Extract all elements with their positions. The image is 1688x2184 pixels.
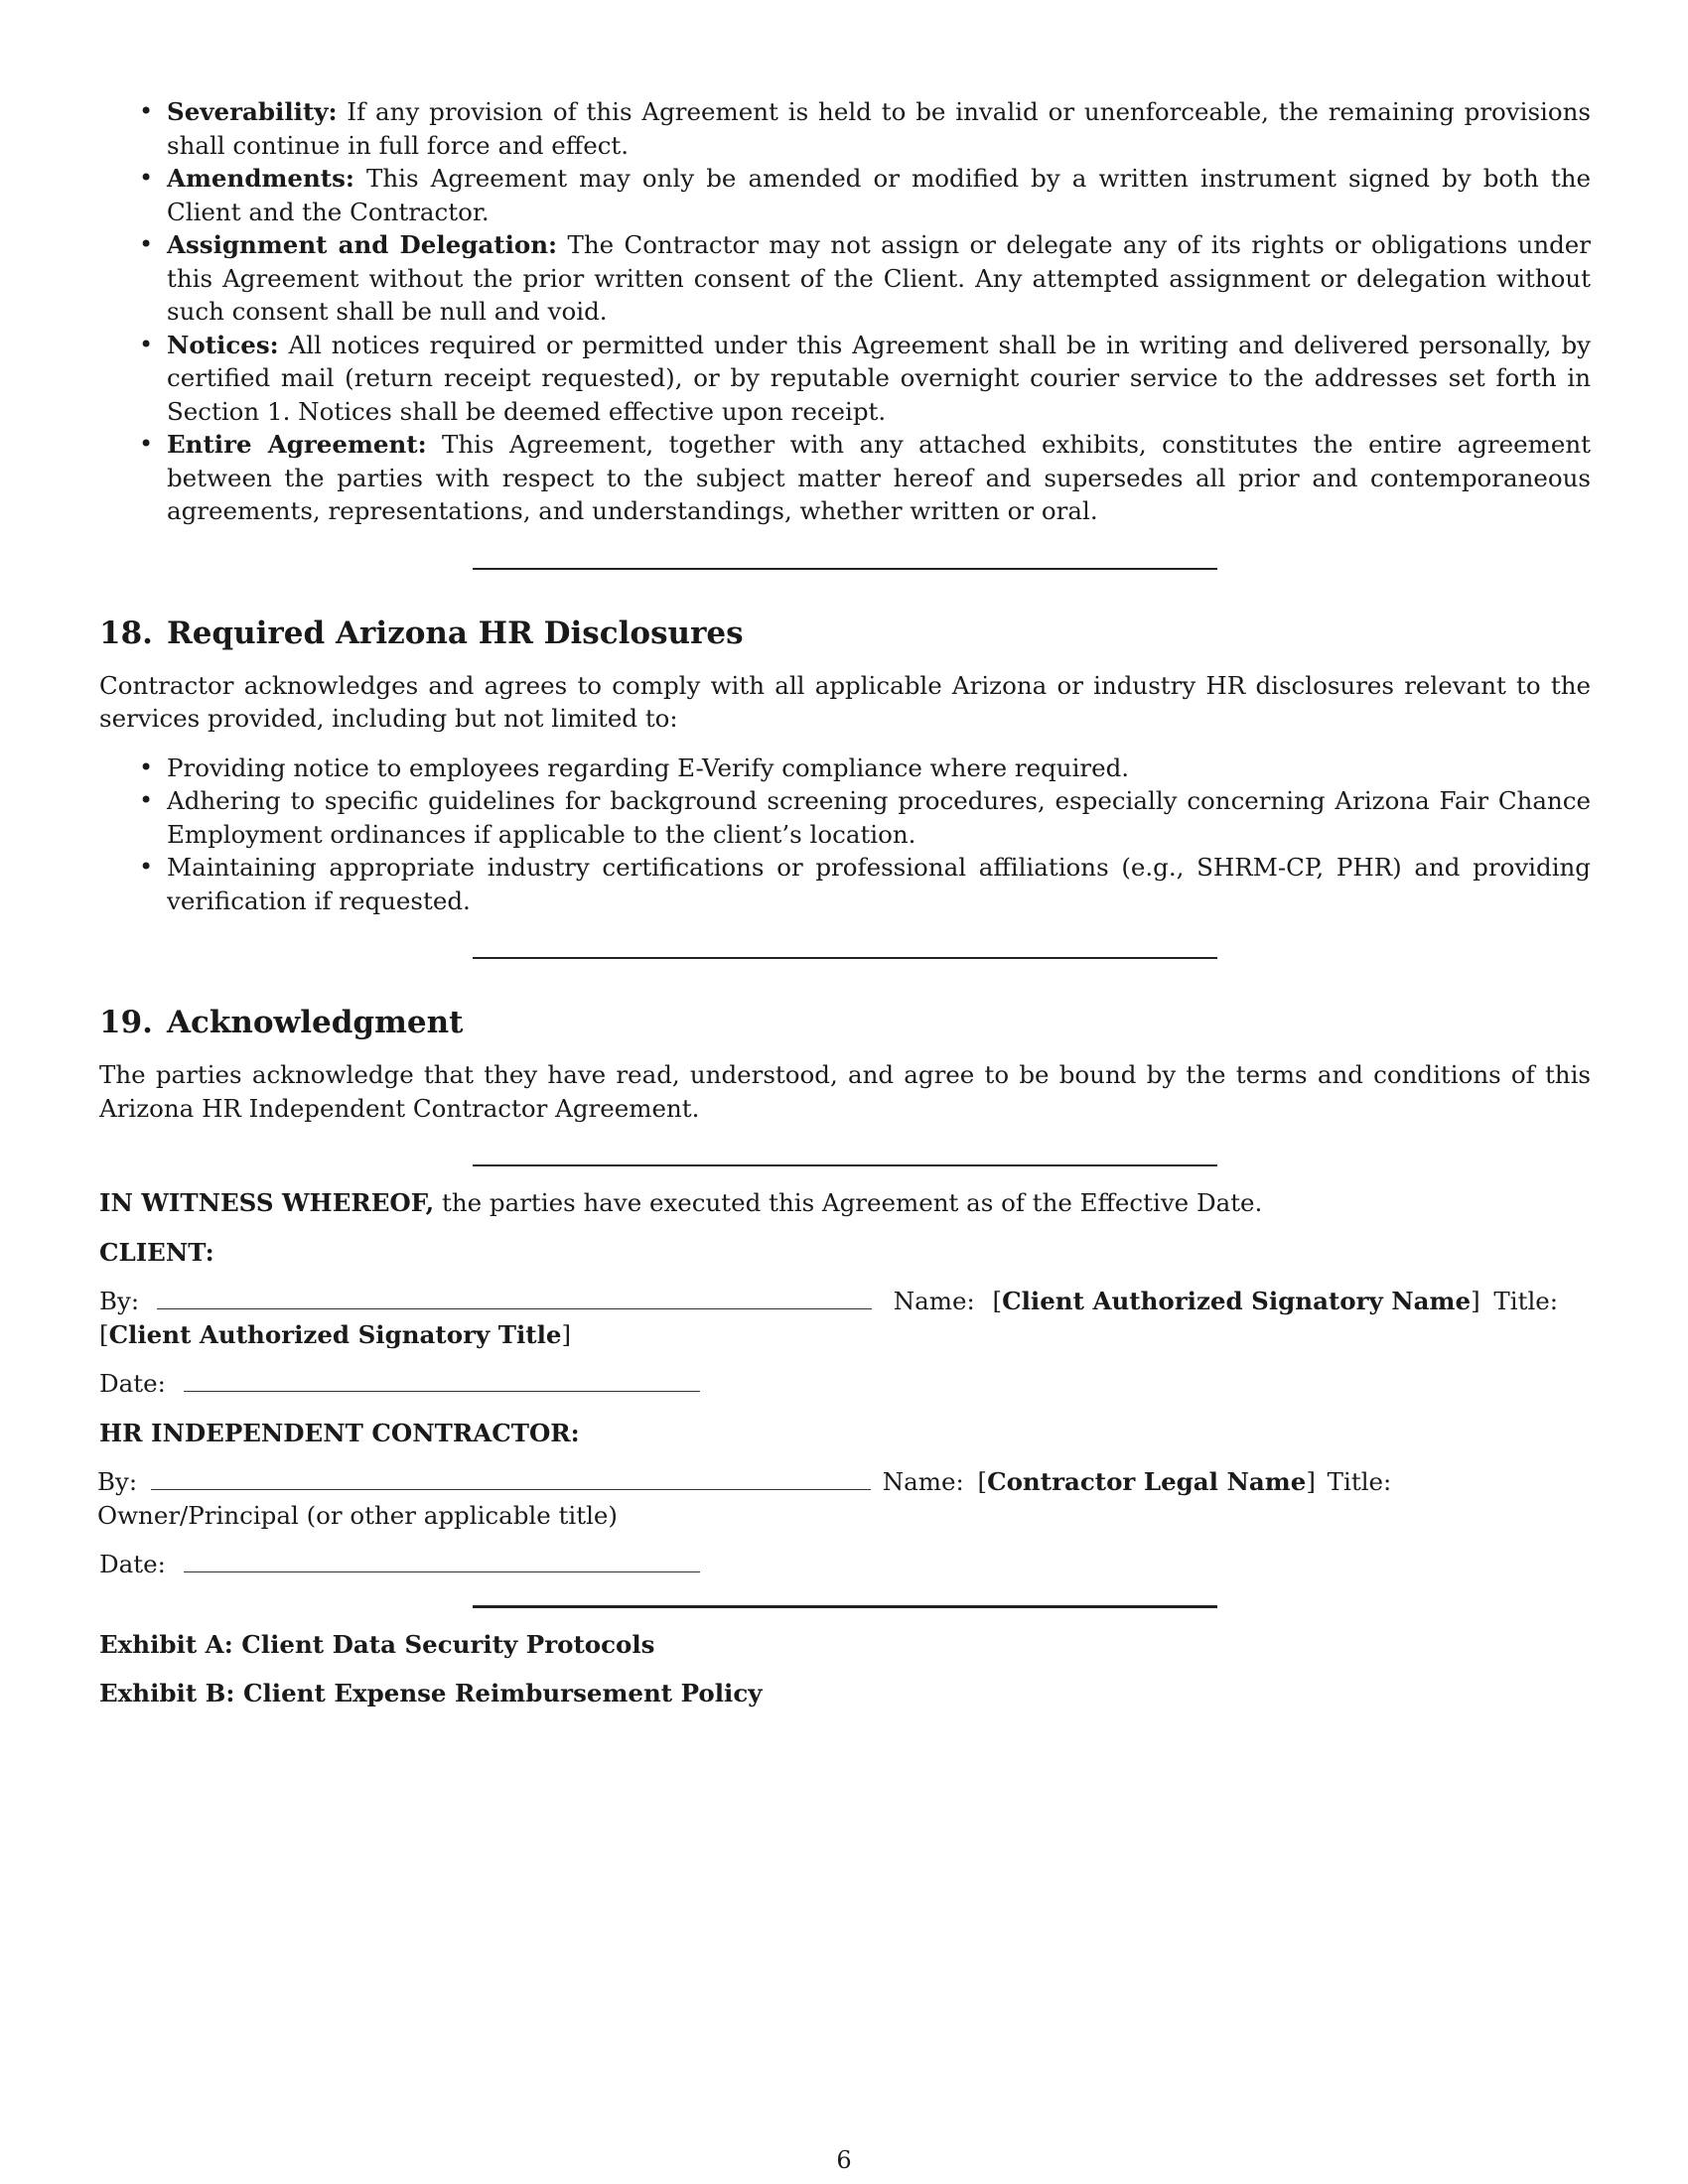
disclosure-item: • Adhering to specific guidelines for background screening procedures, especially concerning Arizona Fair Chance Employment ordinances if applicable to the client’s location.: [167, 784, 1591, 851]
contractor-title-value: Owner/Principal (or other applicable title): [97, 1500, 618, 1530]
section-title: Required Arizona HR Disclosures: [166, 614, 744, 651]
client-title-placeholder: Client Authorized Signatory Title: [108, 1319, 562, 1349]
clause-term: Entire Agreement:: [167, 430, 427, 459]
title-label: Title:: [1327, 1467, 1392, 1496]
client-heading: CLIENT:: [99, 1237, 214, 1267]
contractor-heading: HR INDEPENDENT CONTRACTOR:: [99, 1418, 580, 1447]
section-18-intro: Contractor acknowledges and agrees to comply with all applicable Arizona or industry HR disclosures relevant to the services provided, including but not limited to:: [99, 670, 1591, 733]
section-divider: [473, 568, 1217, 570]
name-label: Name:: [882, 1467, 964, 1496]
name-label: Name:: [893, 1287, 975, 1315]
disclosure-item: • Providing notice to employees regarding E-Verify compliance where required.: [167, 751, 1591, 785]
page-number: 6: [836, 2146, 852, 2174]
date-label: Date:: [99, 1550, 166, 1578]
clause-severability: [167, 95, 1591, 162]
clause-text: This Agreement may only be amended or modified by a written instrument signed by both the Client and the Contractor.: [167, 164, 1591, 226]
disclosures-list: [99, 751, 1591, 918]
contractor-name-placeholder: Contractor Legal Name: [987, 1467, 1307, 1496]
clause-text: This Agreement, together with any attached exhibits, constitutes the entire agreement between the parties with respect to the subject matter hereof and supersedes all prior and contemporaneous agreements, representations, and understandings, whether written or oral.: [167, 430, 1591, 525]
clause-term: Amendments:: [167, 164, 354, 193]
general-provisions-list: [99, 95, 1591, 528]
client-name-placeholder: Client Authorized Signatory Name: [1002, 1287, 1472, 1315]
by-label: By:: [99, 1287, 140, 1315]
title-label: Title:: [1493, 1287, 1559, 1315]
clause-term: Severability:: [167, 97, 338, 126]
clause-term: Notices:: [167, 330, 279, 359]
clause-text: The Contractor may not assign or delegate any of its rights or obligations under this Agreement without the prior written consent of the Client. Any attempted assignment or delegation without such consent shall be null and void.: [167, 230, 1592, 326]
section-19-heading: [99, 1003, 1591, 1042]
contractor-signature-line[interactable]: [151, 1467, 871, 1490]
section-divider: [473, 957, 1217, 959]
exhibit-a: Exhibit A: Client Data Security Protocols: [99, 1629, 655, 1659]
section-divider: [473, 1164, 1217, 1166]
date-label: Date:: [99, 1369, 166, 1398]
clause-amendments: [167, 162, 1591, 228]
clause-entire-agreement: [167, 428, 1591, 528]
client-signature-block: By: Name: [Client Authorized Signatory Name] Title: [Client Authorized Signatory Title]: [99, 1287, 1559, 1349]
client-signature-line[interactable]: [157, 1287, 872, 1309]
section-number: 19.: [99, 1005, 153, 1040]
clause-term: Assignment and Delegation:: [167, 230, 558, 259]
section-19-text: The parties acknowledge that they have read, understood, and agree to be bound by the terms and conditions of this Arizona HR Independent Contractor Agreement.: [99, 1060, 1591, 1123]
clause-notices: [167, 329, 1591, 429]
section-18-heading: [99, 614, 1591, 653]
by-label: By:: [97, 1467, 138, 1496]
witness-text: the parties have executed this Agreement as of the Effective Date.: [434, 1188, 1263, 1217]
section-divider: [473, 1605, 1217, 1608]
clause-text: All notices required or permitted under this Agreement shall be in writing and delivered personally, by certified mail (return receipt requested), or by reputable overnight courier service to the addresses set forth in Section 1. Notices shall be deemed effective upon receipt.: [167, 330, 1591, 426]
client-date-line[interactable]: [184, 1369, 700, 1392]
disclosure-item: • Maintaining appropriate industry certifications or professional affiliations (e.g., SHRM-CP, PHR) and providing verification if requested.: [167, 851, 1591, 917]
document-page: [99, 95, 1591, 1710]
exhibit-b: Exhibit B: Client Expense Reimbursement Policy: [99, 1679, 763, 1707]
witness-statement: [99, 1186, 1591, 1220]
contractor-signature-block: By: Name: [Contractor Legal Name] Title: Owner/Principal (or other applicable title): [97, 1467, 1392, 1530]
clause-assignment: [167, 228, 1591, 329]
contractor-date-line[interactable]: [184, 1550, 700, 1572]
contractor-date-row: [99, 1548, 1591, 1581]
client-date-row: [99, 1367, 1591, 1401]
witness-lead: IN WITNESS WHEREOF,: [99, 1188, 435, 1217]
section-title: Acknowledgment: [166, 1005, 464, 1040]
section-number: 18.: [99, 614, 153, 651]
clause-text: If any provision of this Agreement is held to be invalid or unenforceable, the remaining provisions shall continue in full force and effect.: [167, 97, 1591, 160]
